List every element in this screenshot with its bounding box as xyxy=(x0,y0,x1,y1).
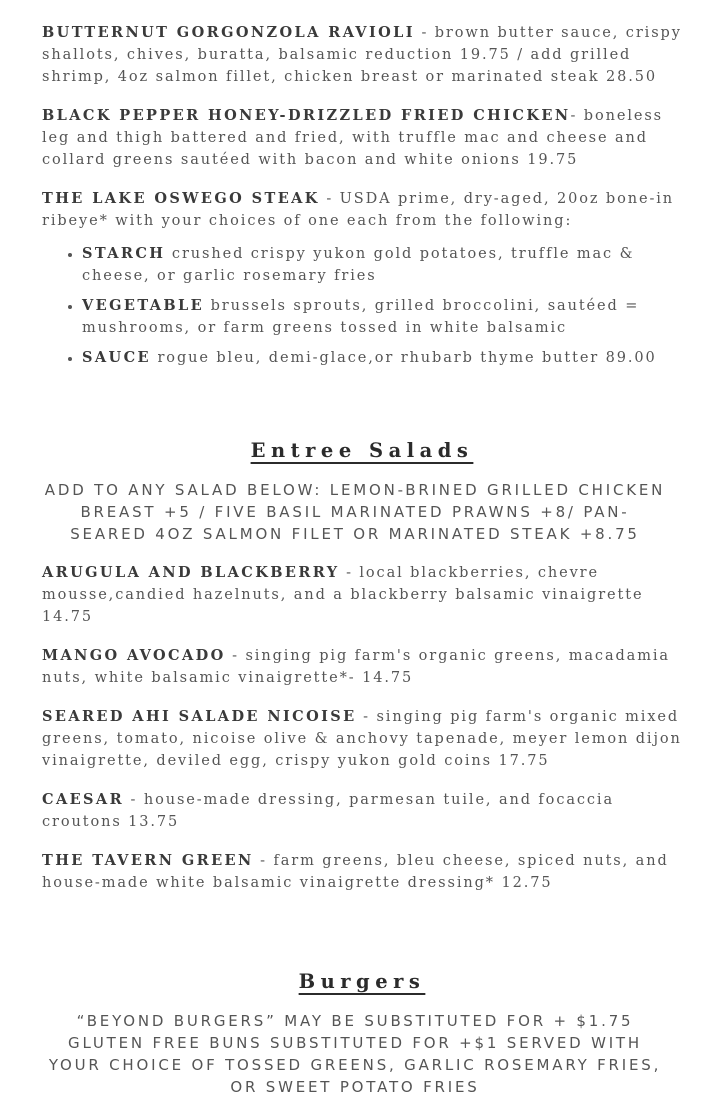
section-heading-burgers: Burgers xyxy=(298,970,426,993)
item-name: MANGO AVOCADO xyxy=(42,647,226,664)
item-description: - USDA prime, dry-aged, 20oz bone-in ribeye* with your choices of one each from the following: xyxy=(42,191,675,229)
item-name: CAESAR xyxy=(42,791,125,808)
menu-item-tavern-green xyxy=(42,850,682,894)
item-name: THE TAVERN GREEN xyxy=(42,852,254,869)
option-description: rogue bleu, demi-glace,or rhubarb thyme butter 89.00 xyxy=(150,350,657,366)
item-name: SEARED AHI SALADE NICOISE xyxy=(42,708,357,725)
menu-item-mango-avocado xyxy=(42,645,682,689)
option-description: brussels sprouts, grilled broccolini, sautéed = mushrooms, or farm greens tossed in white balsamic xyxy=(82,298,640,336)
option-description: crushed crispy yukon gold potatoes, truffle mac & cheese, or garlic rosemary fries xyxy=(82,246,635,284)
item-name: THE LAKE OSWEGO STEAK xyxy=(42,190,320,207)
salad-add-on-note: ADD TO ANY SALAD BELOW: LEMON-BRINED GRILLED CHICKEN BREAST +5 / FIVE BASIL MARINATED PRAWNS +8/ PAN-SEARED 4OZ SALMON FILET OR MARINATED STEAK +8.75 xyxy=(44,481,666,543)
steak-option-starch xyxy=(82,243,682,287)
item-description: - local blackberries, chevre mousse,candied hazelnuts, and a blackberry balsamic vinaigrette 14.75 xyxy=(42,565,644,625)
item-name: BLACK PEPPER HONEY-DRIZZLED FRIED CHICKEN xyxy=(42,107,571,124)
item-description: - brown butter sauce, crispy shallots, chives, buratta, balsamic reduction 19.75 / add grilled shrimp, 4oz salmon fillet, chicken breast or marinated steak 28.50 xyxy=(42,25,682,85)
menu-item-salade-nicoise xyxy=(42,706,682,772)
menu-item-ravioli xyxy=(42,22,682,88)
option-name: SAUCE xyxy=(82,349,151,366)
menu-item-arugula-blackberry xyxy=(42,562,682,628)
menu-item-caesar xyxy=(42,789,682,833)
steak-options-list xyxy=(42,243,682,369)
item-description: - house-made dressing, parmesan tuile, and focaccia croutons 13.75 xyxy=(42,792,615,830)
steak-option-vegetable xyxy=(82,295,682,339)
menu-item-fried-chicken xyxy=(42,105,682,171)
option-name: STARCH xyxy=(82,245,166,262)
burger-substitution-note: “BEYOND BURGERS” MAY BE SUBSTITUTED FOR + $1.75 GLUTEN FREE BUNS SUBSTITUTED FOR +$1 SERVED WITH YOUR CHOICE OF TOSSED GREENS, GARLIC ROSEMARY FRIES, OR SWEET POTATO FRIES xyxy=(48,1012,662,1096)
item-description: - singing pig farm's organic mixed greens, tomato, nicoise olive & anchovy tapenade, meyer lemon dijon vinaigrette, deviled egg, crispy yukon gold coins 17.75 xyxy=(42,709,682,769)
section-heading-entree-salads: Entree Salads xyxy=(250,439,474,462)
item-description: - farm greens, bleu cheese, spiced nuts, and house-made white balsamic vinaigrette dressing* 12.75 xyxy=(42,853,669,891)
item-description: - singing pig farm's organic greens, macadamia nuts, white balsamic vinaigrette*- 14.75 xyxy=(42,648,670,686)
item-description: - boneless leg and thigh battered and fried, with truffle mac and cheese and collard greens sautéed with bacon and white onions 19.75 xyxy=(42,108,664,168)
menu-item-steak xyxy=(42,188,682,232)
steak-option-sauce xyxy=(82,347,682,369)
item-name: BUTTERNUT GORGONZOLA RAVIOLI xyxy=(42,24,415,41)
option-name: VEGETABLE xyxy=(82,297,205,314)
item-name: ARUGULA AND BLACKBERRY xyxy=(42,564,340,581)
